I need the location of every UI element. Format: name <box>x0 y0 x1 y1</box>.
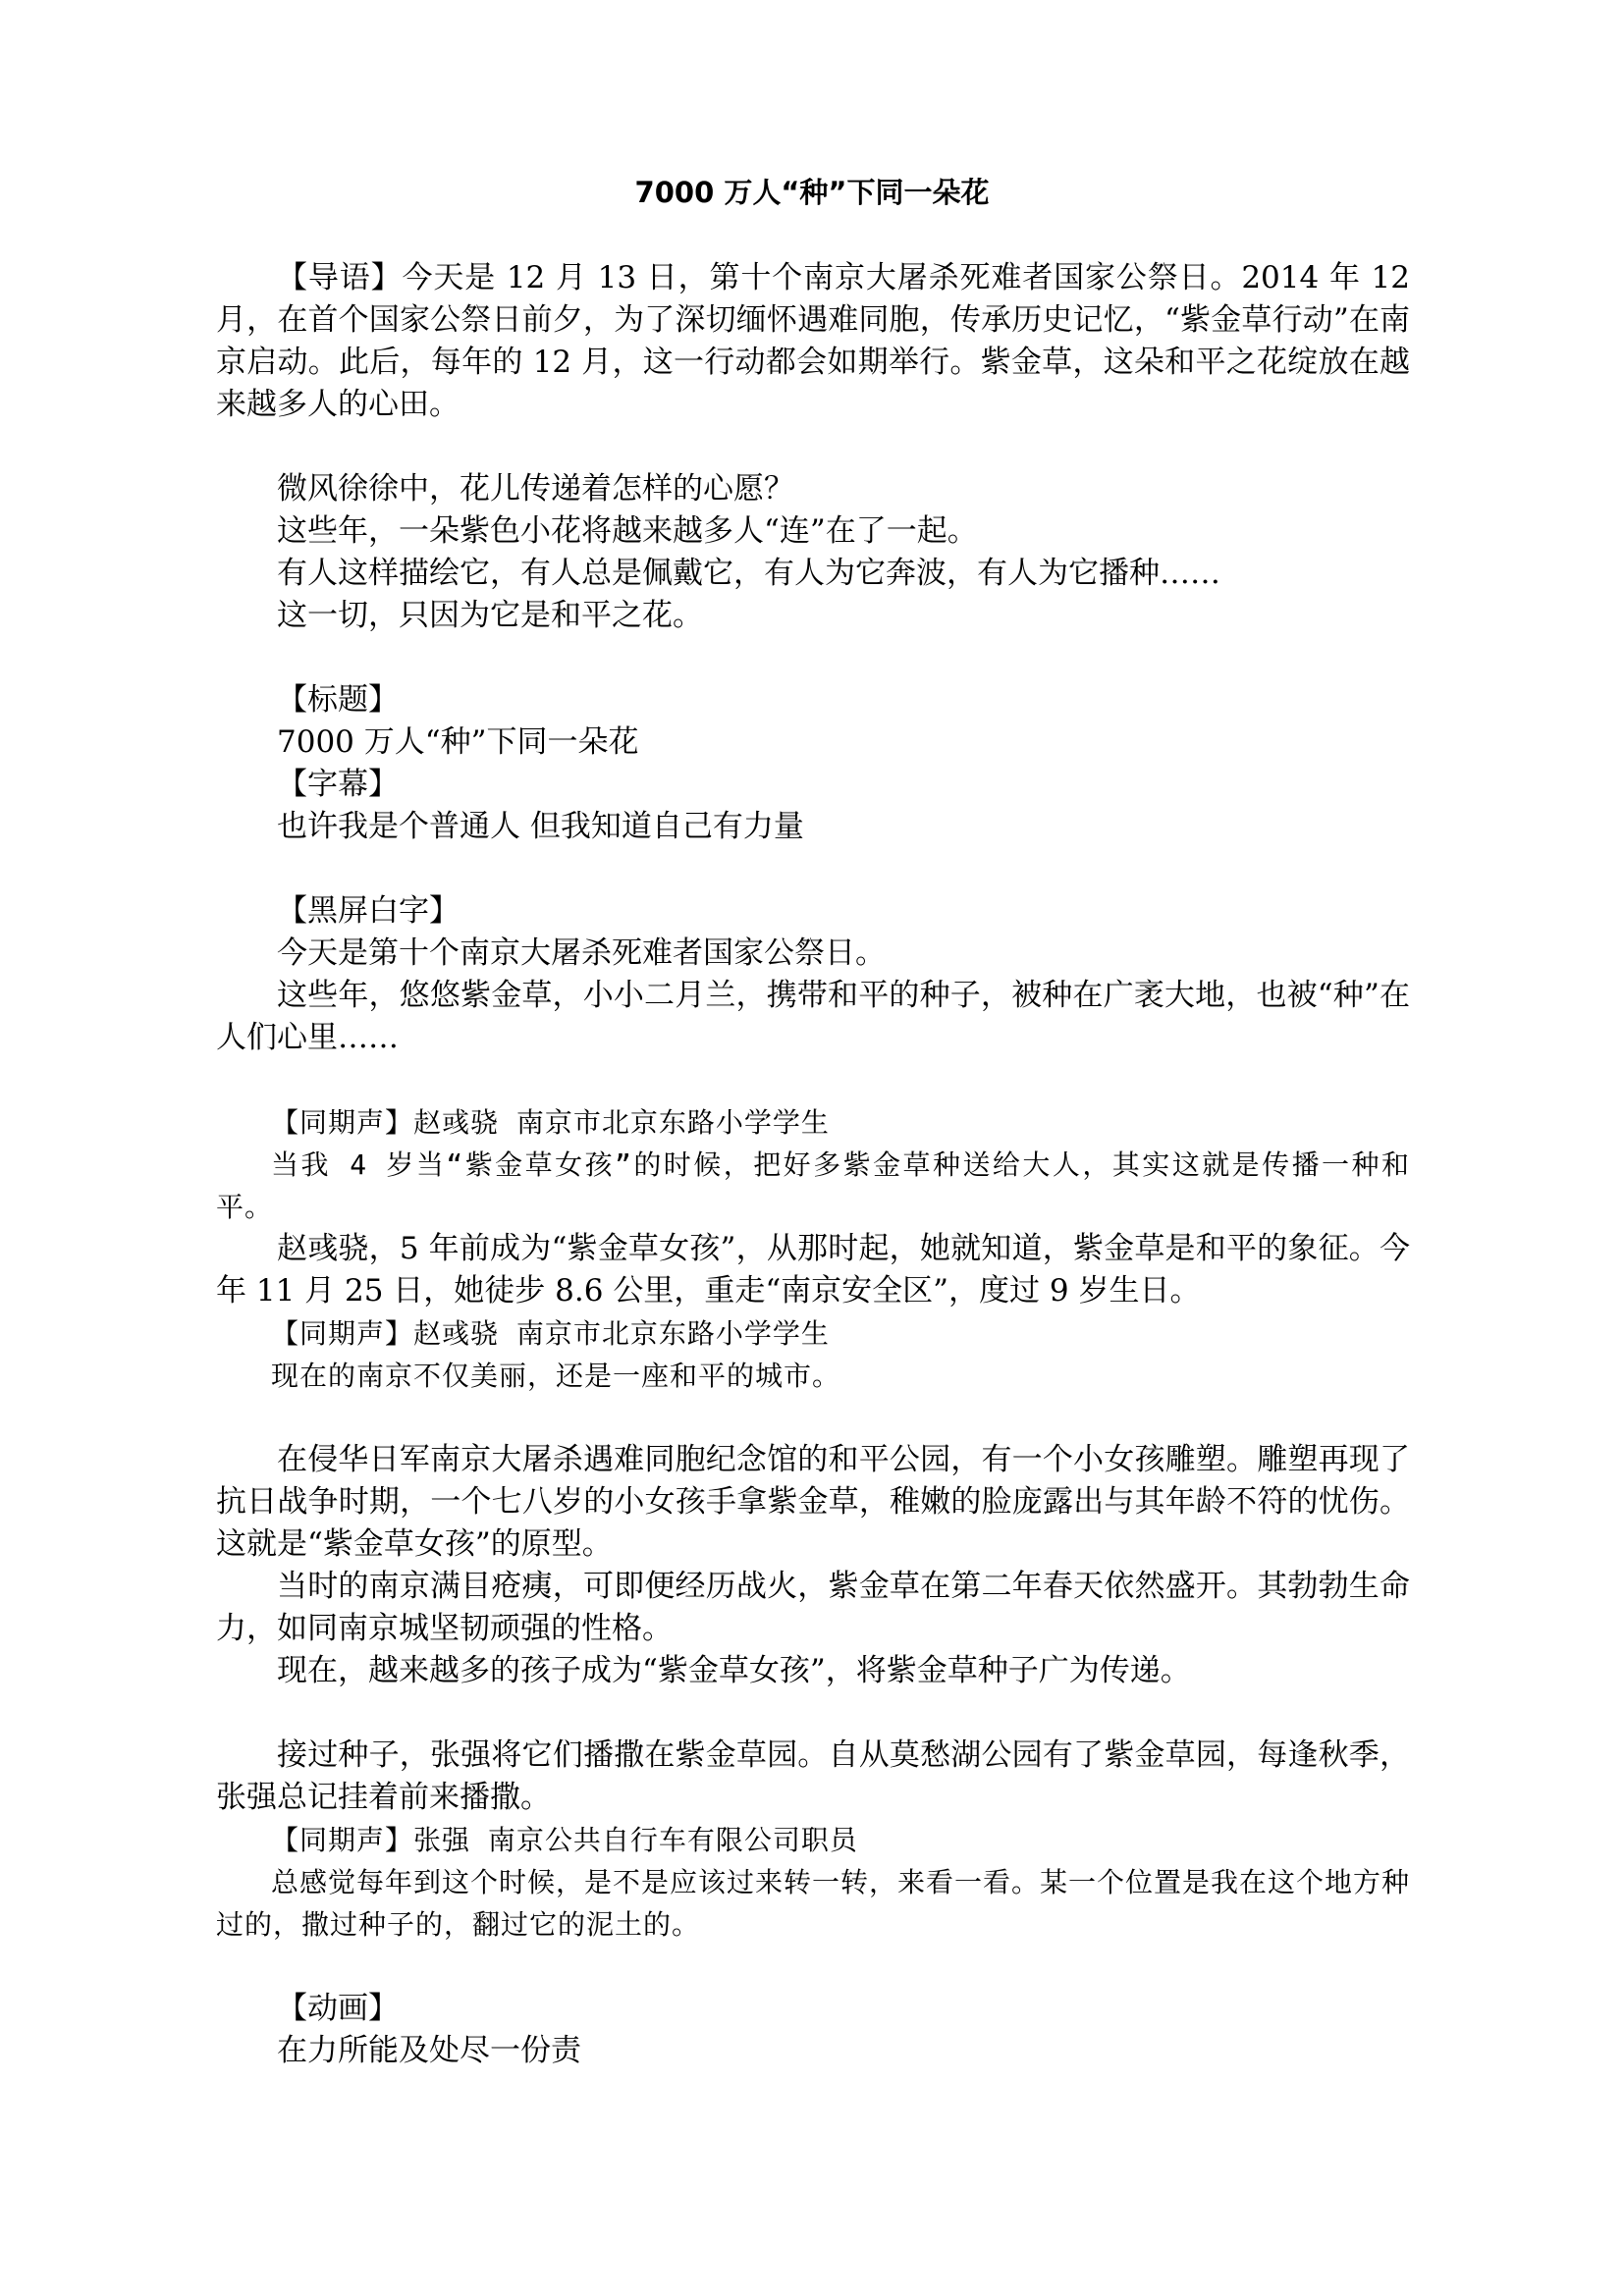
spacer <box>216 1692 1410 1735</box>
sync-sound-text: 总感觉每年到这个时候，是不是应该过来转一转，来看一看。某一个位置是我在这个地方种过的，撒过种子的，翻过它的泥土的。 <box>216 1866 1411 1941</box>
animation-text: 在力所能及处尽一份责 <box>277 2033 581 2068</box>
subtitle-section-text: 也许我是个普通人 但我知道自己有力量 <box>277 809 804 844</box>
sync-sound-text: 当我 4 岁当“紫金草女孩”的时候，把好多紫金草种送给大人，其实这就是传播一种和平。 <box>216 1148 1410 1223</box>
black-screen-line: 这些年，悠悠紫金草，小小二月兰，携带和平的种子，被种在广袤大地，也被“种”在人们心里…… <box>216 978 1410 1055</box>
sync-sound-label: 【同期声】张强 南京公共自行车有限公司职员 <box>271 1824 858 1856</box>
intro-line: 这一切，只因为它是和平之花。 <box>277 598 703 633</box>
spacer <box>216 848 1410 890</box>
lead-paragraph: 【导语】今天是 12 月 13 日，第十个南京大屠杀死难者国家公祭日。2014 年 12 月，在首个国家公祭日前夕，为了深切缅怀遇难同胞，传承历史记忆，“紫金草行动”在南京启动。此后，每年的 12 月，这一行动都会如期举行。紫金草，这朵和平之花绽放在越来越多人的心田。 <box>216 260 1410 422</box>
statue-paragraph: 在侵华日军南京大屠杀遇难同胞纪念馆的和平公园，有一个小女孩雕塑。雕塑再现了抗日战争时期，一个七八岁的小女孩手拿紫金草，稚嫩的脸庞露出与其年龄不符的忧伤。这就是“紫金草女孩”的原型。 <box>216 1442 1410 1562</box>
document-body <box>216 257 1410 2072</box>
subtitle-section-label: 【字幕】 <box>277 767 399 802</box>
spacer <box>216 637 1410 679</box>
spacer <box>216 1946 1410 1988</box>
sync-sound-label: 【同期声】赵彧骁 南京市北京东路小学学生 <box>271 1317 830 1350</box>
narration-paragraph: 赵彧骁，5 年前成为“紫金草女孩”，从那时起，她就知道，紫金草是和平的象征。今年 11 月 25 日，她徒步 8.6 公里，重走“南京安全区”，度过 9 岁生日。 <box>216 1231 1410 1308</box>
spacer <box>216 1059 1410 1101</box>
spacer <box>216 1397 1410 1439</box>
statue-paragraph: 现在，越来越多的孩子成为“紫金草女孩”，将紫金草种子广为传递。 <box>277 1653 1191 1688</box>
title-section-label: 【标题】 <box>277 682 399 718</box>
sync-sound-text: 现在的南京不仅美丽，还是一座和平的城市。 <box>271 1360 841 1392</box>
sync-sound-label: 【同期声】赵彧骁 南京市北京东路小学学生 <box>271 1106 830 1139</box>
title-section-text: 7000 万人“种”下同一朵花 <box>277 724 639 760</box>
black-screen-line: 今天是第十个南京大屠杀死难者国家公祭日。 <box>277 935 886 971</box>
intro-line: 微风徐徐中，花儿传递着怎样的心愿？ <box>277 471 794 507</box>
black-screen-label: 【黑屏白字】 <box>277 893 460 929</box>
intro-line: 这些年，一朵紫色小花将越来越多人“连”在了一起。 <box>277 513 978 549</box>
narration-paragraph: 接过种子，张强将它们播撒在紫金草园。自从莫愁湖公园有了紫金草园，每逢秋季，张强总记挂着前来播撒。 <box>216 1737 1410 1815</box>
statue-paragraph: 当时的南京满目疮痍，可即便经历战火，紫金草在第二年春天依然盛开。其勃勃生命力，如同南京城坚韧顽强的性格。 <box>216 1569 1410 1646</box>
intro-line: 有人这样描绘它，有人总是佩戴它，有人为它奔波，有人为它播种…… <box>277 556 1220 591</box>
document-title: 7000 万人“种”下同一朵花 <box>634 176 990 209</box>
spacer <box>216 426 1410 468</box>
animation-label: 【动画】 <box>277 1991 399 2026</box>
